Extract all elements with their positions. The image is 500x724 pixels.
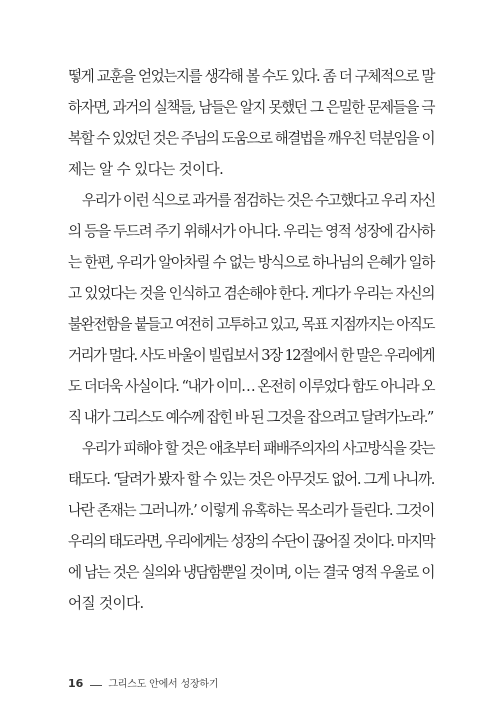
- text-line: 복할 수 있었던 것은 주님의 도움으로 해결법을 깨우친 덕분임을 이: [68, 130, 434, 147]
- text-line: 는 한편, 우리가 알아차릴 수 없는 방식으로 하나님의 은혜가 일하: [68, 254, 434, 271]
- text-line: 거리가 멀다. 사도 바울이 빌립보서 3장 12절에서 한 말은 우리에게: [68, 347, 434, 364]
- text-line: 에 남는 것은 실의와 냉담함뿐일 것이며, 이는 결국 영적 우울로 이: [68, 564, 434, 581]
- text-line: 직 내가 그리스도 예수께 잡힌 바 된 그것을 잡으려고 달려가노라.”: [68, 409, 433, 426]
- footer-divider: [90, 685, 102, 686]
- text-line: 고 있었다는 것을 인식하고 겸손해야 한다. 게다가 우리는 자신의: [68, 285, 435, 302]
- text-line: 어질 것이다.: [68, 595, 144, 612]
- text-line: 하자면, 과거의 실책들, 남들은 알지 못했던 그 은밀한 문제들을 극: [68, 99, 434, 116]
- text-line: 우리의 태도라면, 우리에게는 성장의 수단이 끊어질 것이다. 마지막: [68, 533, 434, 550]
- text-line: 나란 존재는 그러니까.’ 이렇게 유혹하는 목소리가 들린다. 그것이: [68, 502, 434, 519]
- page-number: 16: [68, 677, 84, 690]
- page-footer: [68, 675, 218, 691]
- text-line: 도 더더욱 사실이다. “내가 이미… 온전히 이루었다 함도 아니라 오: [68, 378, 434, 395]
- text-line: 우리가 이런 식으로 과거를 점검하는 것은 수고했다고 우리 자신: [82, 192, 435, 209]
- text-line: 태도다. ‘달려가 봤자 할 수 있는 것은 아무것도 없어. 그게 나니까.: [68, 471, 434, 488]
- text-line: 제는 알 수 있다는 것이다.: [68, 161, 224, 178]
- running-title: 그리스도 안에서 성장하기: [108, 679, 219, 690]
- text-line: 불완전함을 붙들고 여전히 고투하고 있고, 목표 지점까지는 아직도: [68, 316, 434, 333]
- text-line: 떻게 교훈을 얻었는지를 생각해 볼 수도 있다. 좀 더 구체적으로 말: [68, 68, 434, 85]
- text-line: 우리가 피해야 할 것은 애초부터 패배주의자의 사고방식을 갖는: [82, 440, 434, 457]
- text-line: 의 등을 두드려 주기 위해서가 아니다. 우리는 영적 성장에 감사하: [68, 223, 434, 240]
